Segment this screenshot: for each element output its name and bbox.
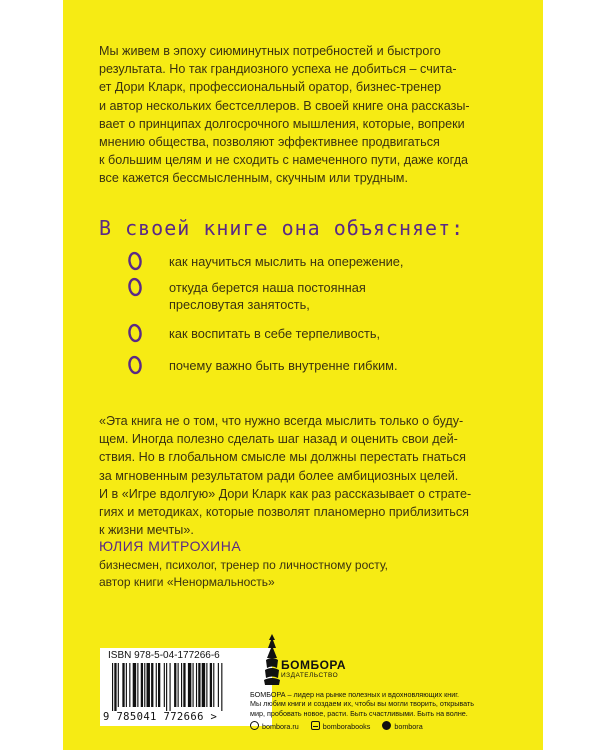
barcode-bar <box>166 663 167 711</box>
quote-line: ствия. Но в глобальном смысле мы должны перестать гнаться <box>99 450 466 465</box>
barcode-bar <box>221 663 222 711</box>
barcode-bar <box>112 663 113 711</box>
intro-line: к большим целям и не сходить с намеченного пути, даже когда <box>99 153 469 168</box>
vk-icon <box>311 721 320 730</box>
quote-line: щем. Иногда полезно сделать шаг назад и оценить свои дей- <box>99 432 458 447</box>
blurb-line: Мы любим книги и создаем их, чтобы вы могли творить, открывать <box>250 699 474 709</box>
barcode-bar <box>198 663 200 707</box>
isbn-number: ISBN 978-5-04-177266-6 <box>108 650 220 661</box>
barcode-bar <box>137 663 138 707</box>
list-item-text: откуда берется наша постоянная пресловутая занятость, <box>169 280 366 312</box>
barcode-bar <box>202 663 205 707</box>
website-link[interactable] <box>250 721 299 731</box>
explains-heading: В своей книге она объясняет: <box>99 216 465 240</box>
barcode-bar <box>151 663 153 707</box>
telegram-icon <box>382 721 391 730</box>
intro-line: результата. Но так грандиозного успеха не добиться – счита- <box>99 62 457 77</box>
list-item-text: как воспитать в себе терпеливость, <box>169 326 381 341</box>
barcode-bar <box>114 663 116 711</box>
author-desc-line: бизнесмен, психолог, тренер по личностному росту, <box>99 558 389 572</box>
author-desc-line: автор книги «Ненормальность» <box>99 574 275 589</box>
globe-icon <box>250 721 259 730</box>
hand-drawn-circle-icon <box>127 250 143 272</box>
intro-line: вает о принципах долгосрочного мышления, которые, вопреки <box>99 116 465 131</box>
hand-drawn-circle-icon <box>127 276 143 298</box>
barcode-bar <box>158 663 160 707</box>
vk-text: bomborabooks <box>322 722 371 731</box>
barcode-bar <box>206 663 207 707</box>
blurb-line: БОМБОРА – лидер на рынке полезных и вдохновляющих книг. <box>250 690 459 699</box>
blurb-line: мир, пробовать новое, расти. Быть счастливыми. Быть на волне. <box>250 708 468 718</box>
barcode-bar <box>118 663 119 707</box>
bombora-logo-icon <box>263 630 281 686</box>
quote-paragraph <box>99 412 509 539</box>
hand-drawn-circle-icon <box>127 322 143 344</box>
barcode-bar <box>129 663 130 707</box>
book-back-cover <box>63 0 543 750</box>
intro-line: ет Дори Кларк, профессиональный оратор, бизнес-тренер <box>99 80 442 95</box>
publisher-subtitle: ИЗДАТЕЛЬСТВО <box>281 672 339 679</box>
telegram-text: bombora <box>394 722 423 731</box>
barcode-bar <box>147 663 150 707</box>
website-text: bombora.ru <box>262 722 299 731</box>
quote-line: И в «Игре вдолгую» Дори Кларк как раз рассказывает о страте- <box>99 486 472 501</box>
barcode-bar <box>144 663 145 707</box>
quote-author-description <box>99 557 388 590</box>
barcode-bar <box>156 663 157 707</box>
barcode-bar <box>188 663 191 707</box>
hand-drawn-circle-icon <box>127 354 143 376</box>
publisher-socials <box>250 721 433 731</box>
quote-line: гиях и методиках, которые позволят планомерно приблизиться <box>99 505 469 520</box>
barcode-bar <box>164 663 165 707</box>
list-item-text: почему важно быть внутренне гибким. <box>169 358 398 373</box>
barcode-bar <box>126 663 127 707</box>
barcode-bar <box>133 663 136 707</box>
barcode-bar <box>170 663 171 711</box>
intro-line: все кажется бессмысленным, скучным или трудным. <box>99 171 408 186</box>
barcode-bar <box>178 663 179 707</box>
telegram-link[interactable] <box>382 721 422 731</box>
barcode-bar <box>193 663 194 707</box>
barcode-bar <box>141 663 143 707</box>
quote-line: к жизни мечты». <box>99 523 194 538</box>
intro-line: и автор нескольких бестселлеров. В своей книге она рассказы- <box>99 98 470 113</box>
isbn-barcode <box>100 648 272 726</box>
barcode-bar <box>196 663 197 707</box>
list-item-text: как научиться мыслить на опережение, <box>169 254 404 269</box>
barcode-bar <box>213 663 214 707</box>
barcode-bar <box>210 663 212 707</box>
barcode-bar <box>183 663 185 707</box>
quote-line: за мгновенным результатом ради более амбициозных целей. <box>99 468 459 483</box>
publisher-blurb <box>250 690 474 718</box>
publisher-name: БОМБОРА <box>281 658 347 672</box>
intro-line: мнению общества, позволяют эффективнее продвигаться <box>99 135 440 150</box>
vk-link[interactable] <box>311 721 371 731</box>
barcode-bar <box>181 663 182 707</box>
barcode-digits: 9 785041 772666 > <box>103 711 218 723</box>
intro-line: Мы живем в эпоху сиюминутных потребностей и быстрого <box>99 44 441 58</box>
intro-paragraph <box>99 42 509 188</box>
quote-author-name: ЮЛИЯ МИТРОХИНА <box>99 538 242 554</box>
barcode-bar <box>174 663 176 707</box>
barcode-bar <box>122 663 124 707</box>
barcode-bar <box>218 663 219 707</box>
barcode-bars <box>112 663 262 711</box>
quote-line: «Эта книга не о том, что нужно всегда мыслить только о буду- <box>99 414 464 428</box>
